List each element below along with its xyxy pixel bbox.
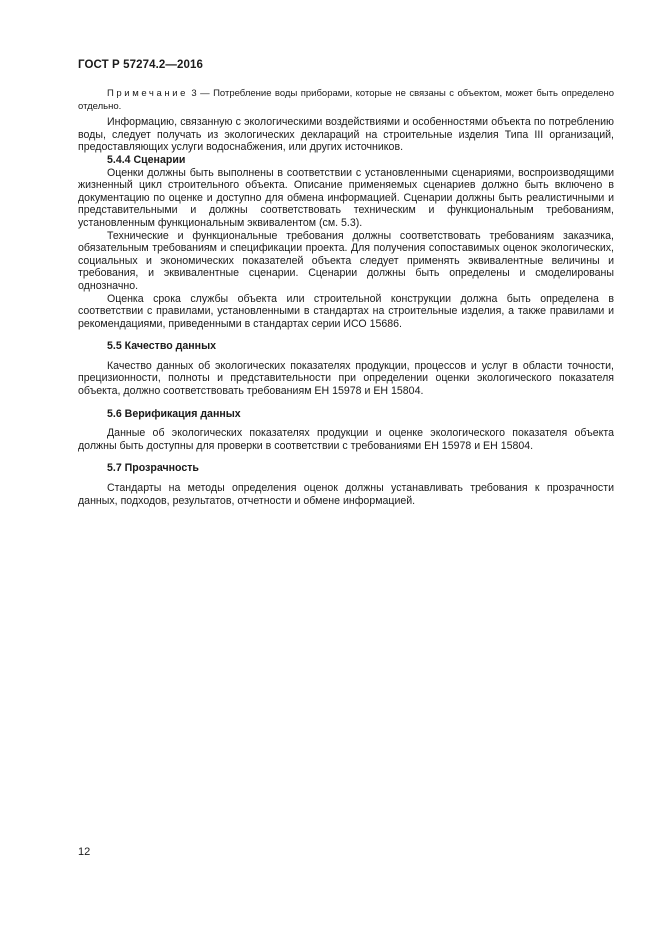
document-header: ГОСТ Р 57274.2—2016 [78,59,203,71]
section-text-data-verification: Данные об экологических показателях продукции и оценке экологического показателя объекта должны быть доступны для проверки в соответствии с требованиями ЕН 15978 и ЕН 15804. [78,427,614,452]
scenarios-paragraph-2: Технические и функциональные требования должны соответствовать требованиям заказчика, обязательным требованиям и спецификации проекта. Для получения сопоставимых оценок экологических, социальных и экономических показателей объекта следует применять эквивалентные величины и требования, и эквивалентные сценарии. Сценарии должны быть определены и смоделированы однозначно. [78,229,614,292]
water-info-paragraph: Информацию, связанную с экологическими воздействиями и особенностями объекта по потреблению воды, следует получать из экологических деклараций на строительные изделия Типа III организаций, предоставляющих услуги водоснабжения, или других источников. [78,116,614,154]
section-text-transparency: Стандарты на методы определения оценок должны устанавливать требования к прозрачности данных, подходов, результатов, отчетности и обмене информацией. [78,482,614,507]
section-heading-transparency: 5.7 Прозрачность [107,462,199,475]
note-label: Примечание [107,88,188,99]
page-body [78,88,614,507]
section-heading-data-quality: 5.5 Качество данных [107,340,217,353]
scenarios-paragraph-1: Оценки должны быть выполнены в соответствии с установленными сценариями, воспроизводящими жизненный цикл строительного объекта. Описание применяемых сценариев должно быть включено в документацию по оценке и доступно для обмена информацией. Сценарии должны быть реалистичными и представительными и должны соответствовать техническим и функциональным требованиям, установленным функциональным эквивалентом (см. 5.3). [78,166,614,229]
note-3 [78,88,614,113]
section-text-data-quality: Качество данных об экологических показателях продукции, процессов и услуг в области точности, прецизионности, полноты и представительности при определении оценки экологического показателя объекта, должно соответствовать требованиям ЕН 15978 и ЕН 15804. [78,359,614,398]
scenarios-paragraph-3: Оценка срока службы объекта или строительной конструкции должна быть определена в соответствии с правилами, установленными в стандартах на строительные изделия, а также правилами и рекомендациями, приведенными в стандартах серии ИСО 15686. [78,292,614,330]
scenarios-heading: 5.4.4 Сценарии [107,153,186,166]
page-number: 12 [78,846,91,858]
note-text: 3 — Потребление воды приборами, которые не связаны с объектом, может быть определено отдельно. [78,88,614,112]
section-heading-data-verification: 5.6 Верификация данных [107,407,241,420]
